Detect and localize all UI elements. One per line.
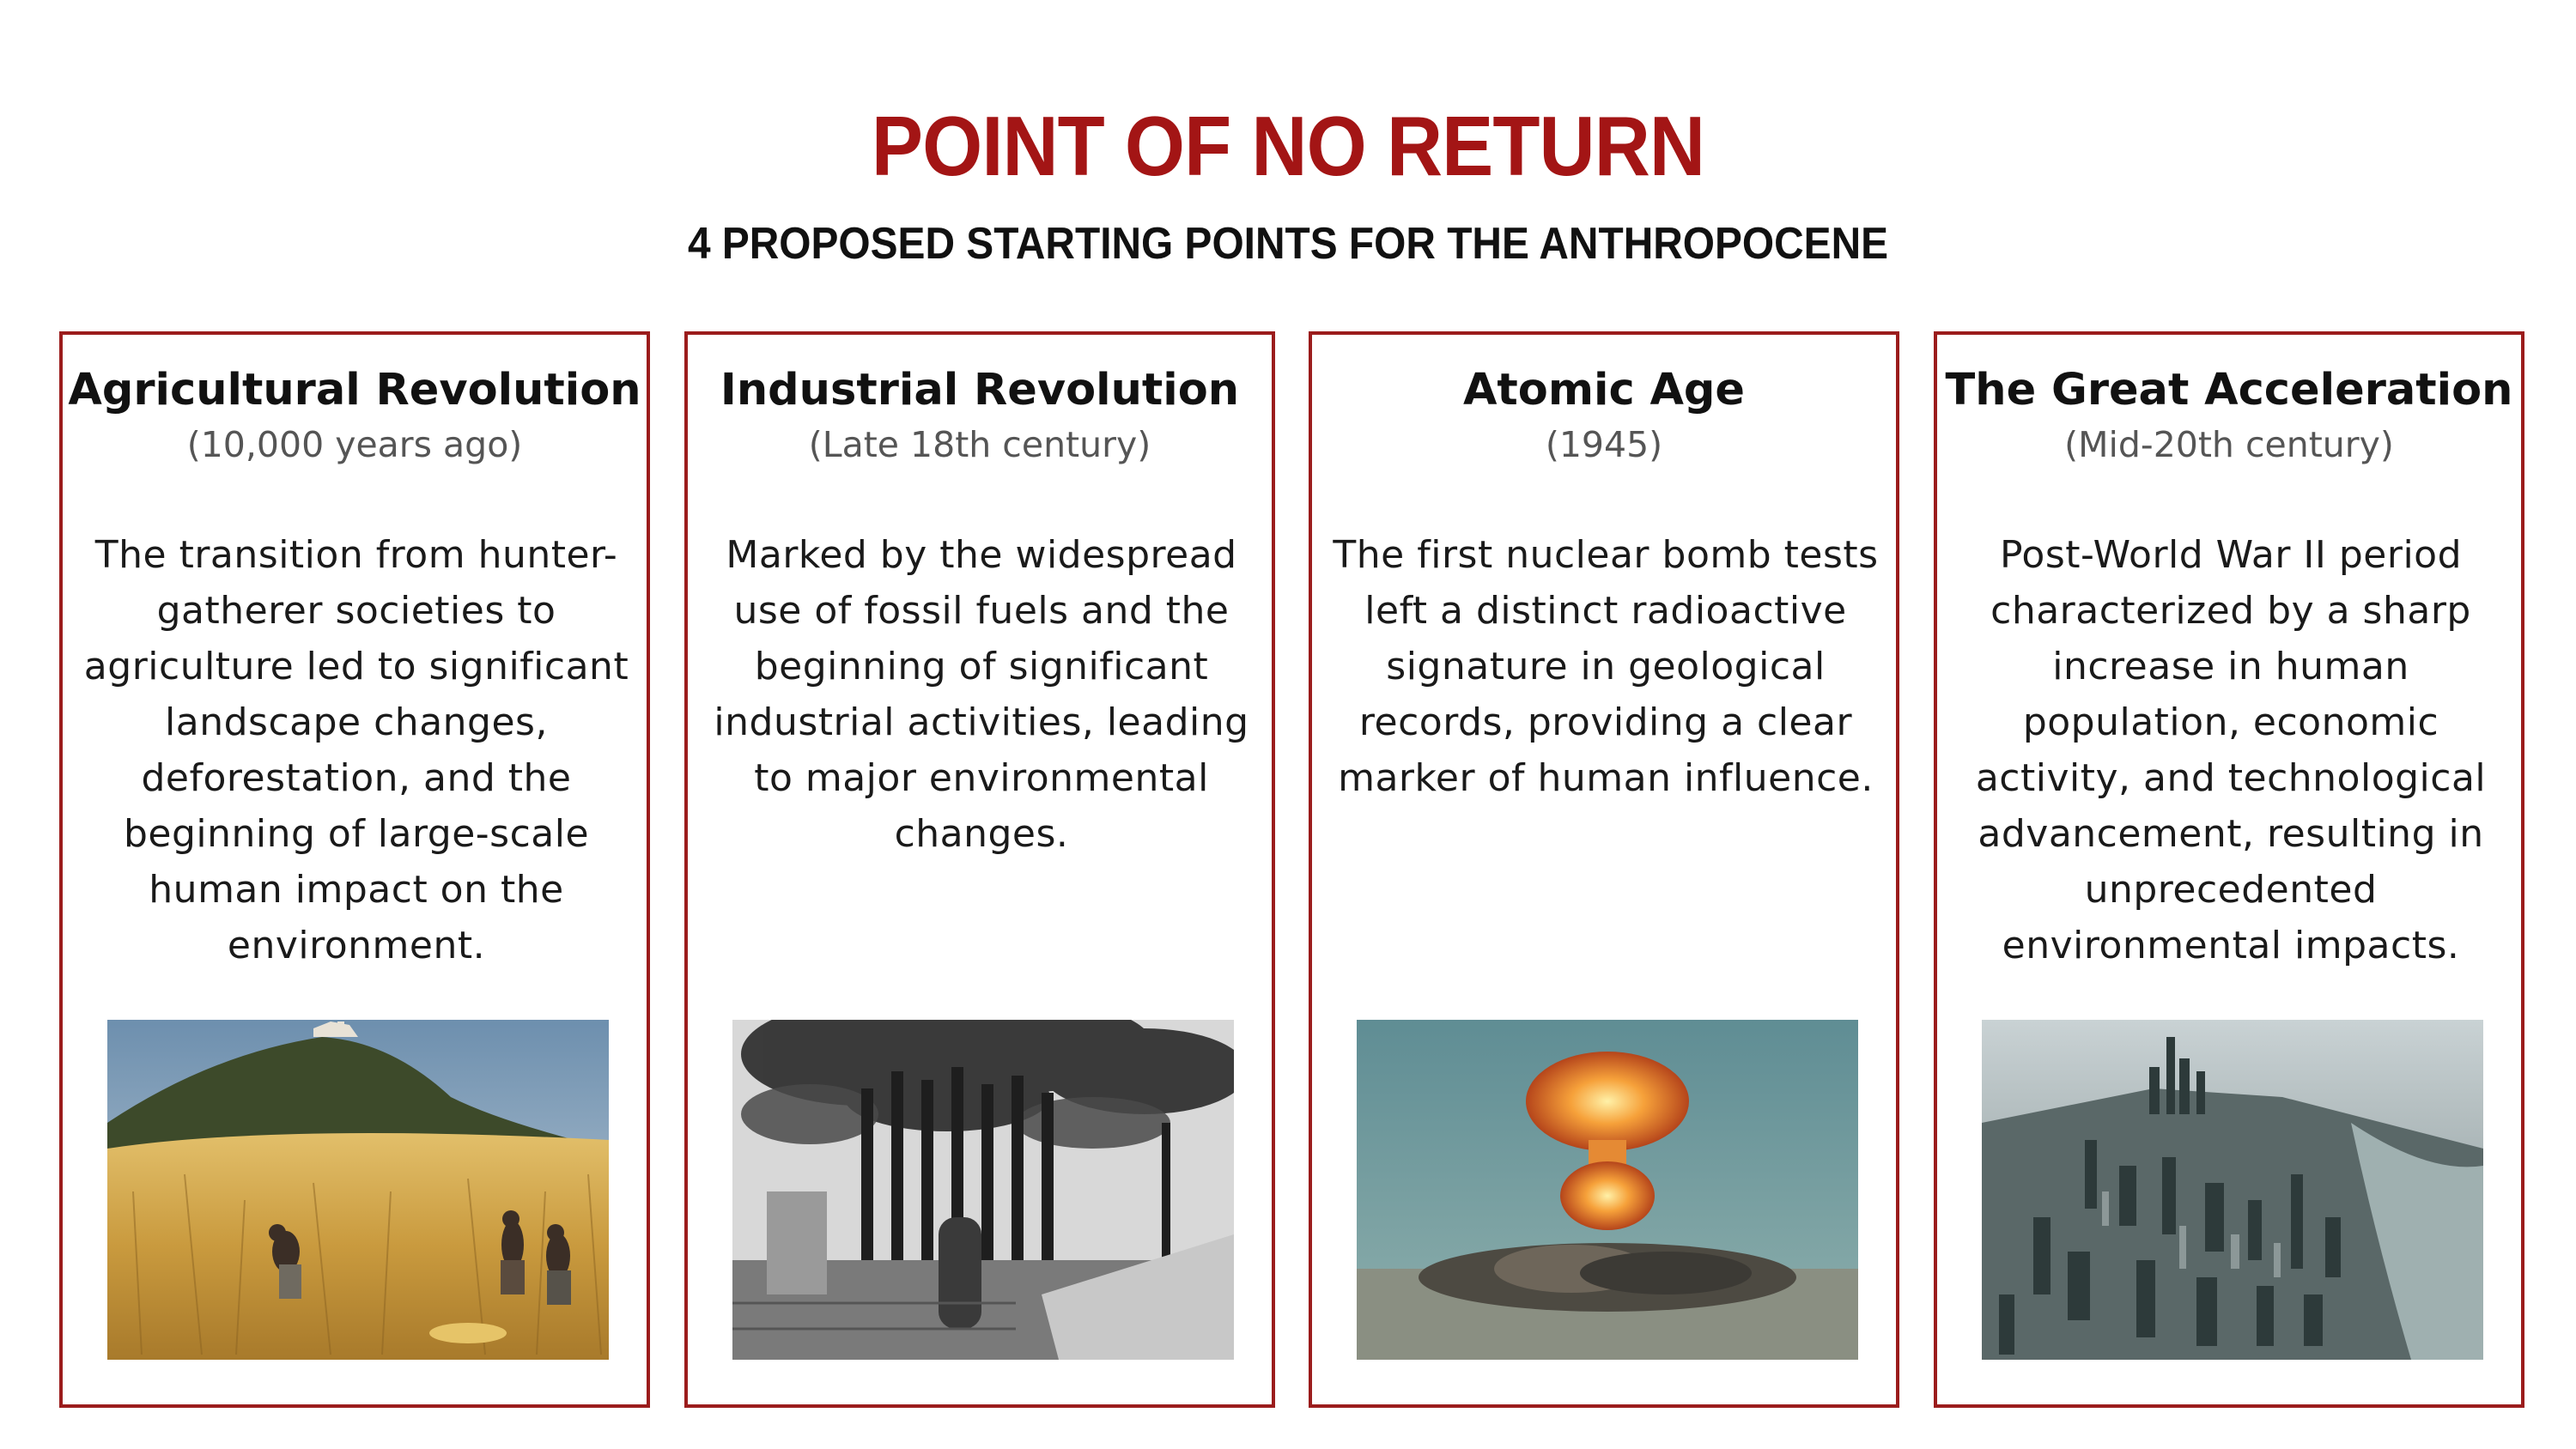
- city-skyline-photo: [1982, 1020, 2483, 1360]
- card-title: Industrial Revolution: [720, 365, 1240, 415]
- nuclear-explosion-photo: [1357, 1020, 1858, 1360]
- card-date: (Late 18th century): [808, 424, 1151, 465]
- card-date: (1945): [1545, 424, 1663, 465]
- card-agricultural-revolution: [59, 331, 650, 1408]
- card-industrial-revolution: [684, 331, 1275, 1408]
- card-title: Atomic Age: [1462, 365, 1746, 415]
- card-date: (Mid-20th century): [2064, 424, 2394, 465]
- card-title: The Great Acceleration: [1945, 365, 2513, 415]
- card-description: The transition from hunter-gatherer societies to agriculture led to significant landscape changes, deforestation, and the beginning of large-scale human impact on the environment.: [83, 533, 629, 967]
- card-title: Agricultural Revolution: [68, 365, 641, 415]
- wheat-field-photo: [107, 1020, 609, 1360]
- card-description: Post-World War II period characterized by a sharp increase in human population, economic activity, and technological advancement, resulting in unprecedented environmental impacts.: [1975, 533, 2487, 967]
- card-great-acceleration: [1934, 331, 2524, 1408]
- card-date: (10,000 years ago): [186, 424, 523, 465]
- card-description: Marked by the widespread use of fossil fuels and the beginning of significant industrial activities, leading to major environmental changes.: [714, 533, 1249, 856]
- card-atomic-age: [1309, 331, 1899, 1408]
- page-subtitle: 4 PROPOSED STARTING POINTS FOR THE ANTHROPOCENE: [687, 219, 1889, 269]
- page-title: POINT OF NO RETURN: [871, 99, 1705, 193]
- card-description: The first nuclear bomb tests left a distinct radioactive signature in geological records, providing a clear marker of human influence.: [1333, 533, 1879, 800]
- factory-smokestacks-photo: [732, 1020, 1234, 1360]
